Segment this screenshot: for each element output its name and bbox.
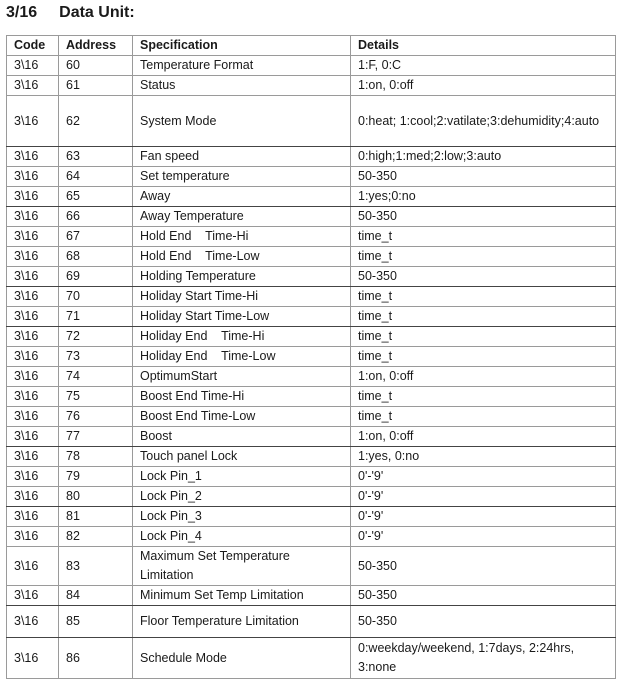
cell-specification: Boost End Time-Low [133,407,351,427]
cell-specification: Set temperature [133,167,351,187]
cell-code: 3\16 [7,327,59,347]
cell-details: time_t [351,407,616,427]
cell-address: 83 [59,547,133,586]
cell-specification: Boost [133,427,351,447]
cell-address: 72 [59,327,133,347]
cell-code: 3\16 [7,76,59,96]
cell-details: time_t [351,387,616,407]
cell-address: 82 [59,527,133,547]
cell-specification: Holiday Start Time-Hi [133,287,351,307]
table-row [7,267,616,287]
cell-details: 50-350 [351,586,616,606]
cell-details: 1:F, 0:C [351,56,616,76]
data-unit-table [6,35,616,679]
cell-details: 0:heat; 1:cool;2:vatilate;3:dehumidity;4:auto [351,96,616,147]
cell-address: 69 [59,267,133,287]
table-row [7,167,616,187]
table-row [7,387,616,407]
cell-details: 50-350 [351,207,616,227]
cell-address: 61 [59,76,133,96]
cell-code: 3\16 [7,606,59,638]
cell-specification: OptimumStart [133,367,351,387]
table-row [7,307,616,327]
table-row [7,547,616,586]
table-row [7,427,616,447]
cell-code: 3\16 [7,207,59,227]
cell-details: 50-350 [351,267,616,287]
cell-address: 76 [59,407,133,427]
cell-address: 85 [59,606,133,638]
header-details: Details [351,36,616,56]
cell-address: 77 [59,427,133,447]
cell-specification: Minimum Set Temp Limitation [133,586,351,606]
cell-code: 3\16 [7,167,59,187]
cell-details: time_t [351,347,616,367]
cell-specification: Maximum Set Temperature Limitation [133,547,351,586]
table-row [7,367,616,387]
section-heading [6,4,135,22]
cell-details: 0'-'9' [351,487,616,507]
cell-details: 0'-'9' [351,467,616,487]
cell-specification: Lock Pin_1 [133,467,351,487]
cell-specification: Hold End Time-Hi [133,227,351,247]
table-row [7,347,616,367]
cell-address: 71 [59,307,133,327]
table-row [7,527,616,547]
cell-code: 3\16 [7,147,59,167]
table-row [7,586,616,606]
cell-specification: Schedule Mode [133,638,351,679]
cell-code: 3\16 [7,467,59,487]
cell-specification: Touch panel Lock [133,447,351,467]
cell-code: 3\16 [7,387,59,407]
cell-details: 0:high;1:med;2:low;3:auto [351,147,616,167]
cell-details: 50-350 [351,167,616,187]
cell-code: 3\16 [7,347,59,367]
cell-details: 0'-'9' [351,507,616,527]
cell-address: 84 [59,586,133,606]
cell-specification: Holiday End Time-Hi [133,327,351,347]
cell-address: 74 [59,367,133,387]
cell-details: 1:on, 0:off [351,76,616,96]
table-row [7,247,616,267]
cell-code: 3\16 [7,227,59,247]
cell-specification: Holding Temperature [133,267,351,287]
cell-code: 3\16 [7,638,59,679]
table-header-row [7,36,616,56]
header-code: Code [7,36,59,56]
cell-address: 79 [59,467,133,487]
cell-address: 65 [59,187,133,207]
cell-address: 75 [59,387,133,407]
cell-specification: Lock Pin_2 [133,487,351,507]
table-row [7,56,616,76]
cell-code: 3\16 [7,547,59,586]
cell-address: 81 [59,507,133,527]
cell-specification: Temperature Format [133,56,351,76]
cell-specification: Hold End Time-Low [133,247,351,267]
cell-details: 1:on, 0:off [351,427,616,447]
cell-code: 3\16 [7,447,59,467]
cell-code: 3\16 [7,407,59,427]
cell-address: 68 [59,247,133,267]
table-row [7,487,616,507]
cell-code: 3\16 [7,287,59,307]
cell-details: 0'-'9' [351,527,616,547]
cell-code: 3\16 [7,427,59,447]
cell-specification: Status [133,76,351,96]
table-row [7,96,616,147]
cell-details: 50-350 [351,547,616,586]
cell-specification: Boost End Time-Hi [133,387,351,407]
cell-code: 3\16 [7,267,59,287]
cell-details: time_t [351,307,616,327]
cell-specification: Holiday Start Time-Low [133,307,351,327]
cell-address: 60 [59,56,133,76]
cell-code: 3\16 [7,56,59,76]
cell-code: 3\16 [7,527,59,547]
table-row [7,227,616,247]
cell-code: 3\16 [7,507,59,527]
cell-details: 50-350 [351,606,616,638]
cell-address: 66 [59,207,133,227]
cell-specification: Lock Pin_3 [133,507,351,527]
cell-code: 3\16 [7,96,59,147]
header-address: Address [59,36,133,56]
cell-specification: Lock Pin_4 [133,527,351,547]
table-row [7,638,616,679]
cell-specification: Holiday End Time-Low [133,347,351,367]
cell-address: 78 [59,447,133,467]
cell-code: 3\16 [7,307,59,327]
cell-specification: Fan speed [133,147,351,167]
table-row [7,187,616,207]
table-row [7,467,616,487]
table-row [7,407,616,427]
cell-address: 86 [59,638,133,679]
table-row [7,327,616,347]
cell-specification: Away [133,187,351,207]
cell-code: 3\16 [7,187,59,207]
cell-address: 80 [59,487,133,507]
cell-code: 3\16 [7,487,59,507]
cell-details: time_t [351,327,616,347]
cell-address: 67 [59,227,133,247]
cell-address: 63 [59,147,133,167]
cell-address: 73 [59,347,133,367]
table-row [7,207,616,227]
cell-details: time_t [351,227,616,247]
cell-address: 64 [59,167,133,187]
table-row [7,507,616,527]
table-row [7,606,616,638]
cell-address: 70 [59,287,133,307]
section-number: 3/16 [6,4,38,21]
cell-details: time_t [351,287,616,307]
section-title: Data Unit: [59,4,135,21]
cell-details: 1:yes;0:no [351,187,616,207]
cell-details: 1:on, 0:off [351,367,616,387]
header-specification: Specification [133,36,351,56]
cell-address: 62 [59,96,133,147]
table-row [7,76,616,96]
table-row [7,287,616,307]
cell-details: 0:weekday/weekend, 1:7days, 2:24hrs, 3:none [351,638,616,679]
cell-code: 3\16 [7,586,59,606]
cell-code: 3\16 [7,367,59,387]
cell-code: 3\16 [7,247,59,267]
cell-specification: Away Temperature [133,207,351,227]
table-row [7,147,616,167]
cell-specification: Floor Temperature Limitation [133,606,351,638]
table-row [7,447,616,467]
cell-details: time_t [351,247,616,267]
cell-details: 1:yes, 0:no [351,447,616,467]
cell-specification: System Mode [133,96,351,147]
